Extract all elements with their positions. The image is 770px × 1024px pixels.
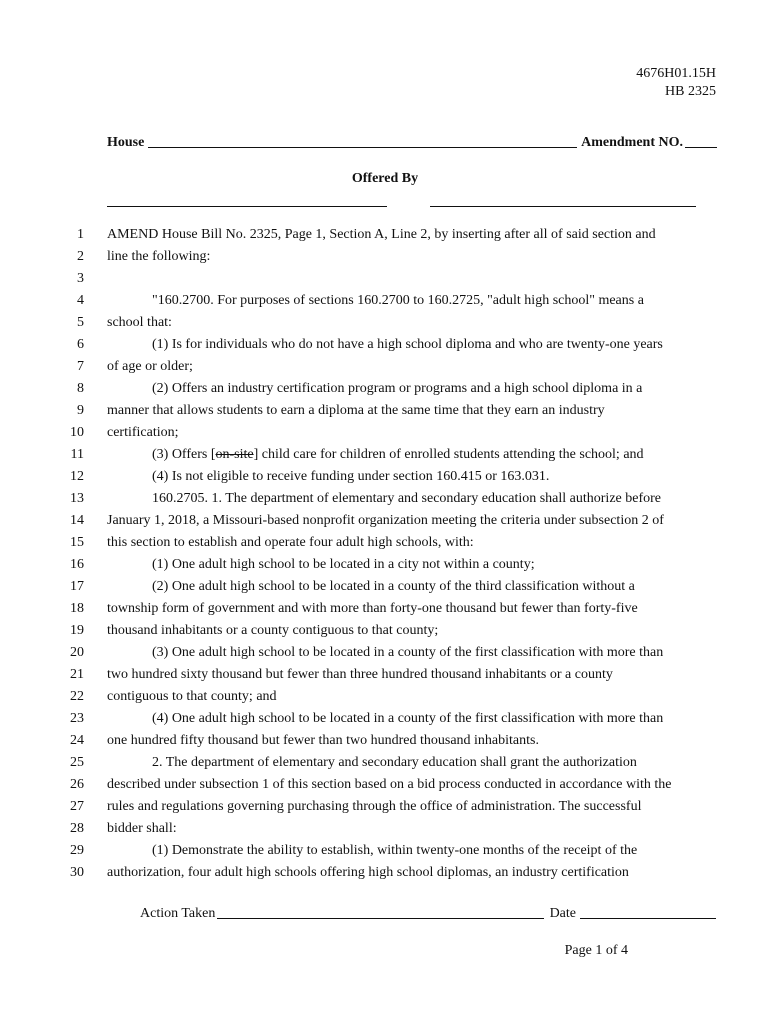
line-number: 23 <box>70 711 84 726</box>
date-blank <box>580 918 716 919</box>
line-number: 8 <box>77 381 84 396</box>
line-text: of age or older; <box>107 359 193 374</box>
line-text <box>152 444 644 466</box>
action-taken-label: Action Taken <box>140 906 216 921</box>
line-text: two hundred sixty thousand but fewer than three hundred thousand inhabitants or a county <box>107 667 613 682</box>
line-number: 26 <box>70 777 84 792</box>
line-number: 13 <box>70 491 84 506</box>
line-text: contiguous to that county; and <box>107 689 277 704</box>
document-line <box>0 334 770 356</box>
line-number: 1 <box>77 227 84 242</box>
line-text-segment: ] child care for children of enrolled students attending the school; and <box>253 447 644 462</box>
line-text: thousand inhabitants or a county contiguous to that county; <box>107 623 439 638</box>
line-text: 160.2705. 1. The department of elementary and secondary education shall authorize before <box>152 491 661 506</box>
amendment-number-blank <box>685 146 717 148</box>
document-line <box>0 312 770 334</box>
line-number: 19 <box>70 623 84 638</box>
document-line <box>0 554 770 576</box>
document-line <box>0 730 770 752</box>
offered-by-label: Offered By <box>351 171 419 186</box>
line-text: rules and regulations governing purchasing through the office of administration. The successful <box>107 799 642 814</box>
line-text: (2) One adult high school to be located in a county of the third classification without a <box>152 579 635 594</box>
document-line <box>0 664 770 686</box>
line-number: 7 <box>77 359 84 374</box>
document-line <box>0 488 770 510</box>
house-label: House <box>107 135 145 150</box>
line-number: 22 <box>70 689 84 704</box>
line-number: 28 <box>70 821 84 836</box>
line-text: 2. The department of elementary and secondary education shall grant the authorization <box>152 755 637 770</box>
line-text: bidder shall: <box>107 821 177 836</box>
date-label: Date <box>549 906 576 921</box>
document-line <box>0 356 770 378</box>
line-number: 17 <box>70 579 84 594</box>
line-number: 20 <box>70 645 84 660</box>
line-number: 9 <box>77 403 84 418</box>
line-number: 5 <box>77 315 84 330</box>
document-line <box>0 642 770 664</box>
line-text: line the following: <box>107 249 211 264</box>
document-line <box>0 268 770 290</box>
offered-by-line-right <box>430 205 696 207</box>
document-line <box>0 378 770 400</box>
line-text: manner that allows students to earn a diploma at the same time that they earn an industry <box>107 403 605 418</box>
line-text: one hundred fifty thousand but fewer than two hundred thousand inhabitants. <box>107 733 539 748</box>
line-number: 24 <box>70 733 84 748</box>
page-number: Page 1 of 4 <box>564 943 628 958</box>
line-text-segment: (3) Offers [ <box>152 447 216 462</box>
line-text: certification; <box>107 425 179 440</box>
line-number: 21 <box>70 667 84 682</box>
document-line <box>0 708 770 730</box>
line-number: 29 <box>70 843 84 858</box>
document-line <box>0 686 770 708</box>
line-text: this section to establish and operate four adult high schools, with: <box>107 535 474 550</box>
line-number: 6 <box>77 337 84 352</box>
line-text: township form of government and with more than forty-one thousand but fewer than forty-five <box>107 601 638 616</box>
document-line <box>0 224 770 246</box>
line-number: 11 <box>70 447 84 462</box>
line-text: (1) Demonstrate the ability to establish, within twenty-one months of the receipt of the <box>152 843 638 858</box>
amendment-number-label: Amendment NO. <box>581 135 683 150</box>
document-line <box>0 466 770 488</box>
line-number: 15 <box>70 535 84 550</box>
house-blank-line <box>148 146 577 148</box>
document-line <box>0 444 770 466</box>
offered-by-line-left <box>107 205 387 207</box>
line-text: (1) One adult high school to be located in a city not within a county; <box>152 557 535 572</box>
line-number: 25 <box>70 755 84 770</box>
line-text: described under subsection 1 of this section based on a bid process conducted in accordance with the <box>107 777 672 792</box>
line-number: 30 <box>70 865 84 880</box>
action-taken-blank <box>217 918 543 919</box>
bill-number: HB 2325 <box>665 84 716 99</box>
line-text: (2) Offers an industry certification program or programs and a high school diploma in a <box>152 381 643 396</box>
line-text: "160.2700. For purposes of sections 160.2700 to 160.2725, "adult high school" means a <box>152 293 644 308</box>
document-id: 4676H01.15H <box>636 66 716 81</box>
document-line <box>0 796 770 818</box>
line-text: AMEND House Bill No. 2325, Page 1, Section A, Line 2, by inserting after all of said section and <box>107 227 656 242</box>
struck-text: on-site <box>215 447 254 462</box>
document-line <box>0 620 770 642</box>
line-number: 4 <box>77 293 84 308</box>
document-line <box>0 598 770 620</box>
line-text: (4) One adult high school to be located in a county of the first classification with more than <box>152 711 664 726</box>
line-text: authorization, four adult high schools offering high school diplomas, an industry certification <box>107 865 629 880</box>
line-number: 12 <box>70 469 84 484</box>
line-number: 3 <box>77 271 84 286</box>
line-number: 27 <box>70 799 84 814</box>
line-text: (3) One adult high school to be located in a county of the first classification with more than <box>152 645 664 660</box>
action-taken-row <box>140 906 716 922</box>
line-text: school that: <box>107 315 172 330</box>
line-number: 10 <box>70 425 84 440</box>
document-line <box>0 532 770 554</box>
amendment-header-row <box>107 135 717 151</box>
document-line <box>0 862 770 884</box>
document-line <box>0 840 770 862</box>
document-line <box>0 576 770 598</box>
line-number: 14 <box>70 513 84 528</box>
line-number: 16 <box>70 557 84 572</box>
document-line <box>0 246 770 268</box>
line-text: January 1, 2018, a Missouri-based nonprofit organization meeting the criteria under subsection 2 of <box>107 513 664 528</box>
document-line <box>0 510 770 532</box>
line-text: (1) Is for individuals who do not have a high school diploma and who are twenty-one years <box>152 337 663 352</box>
document-line <box>0 290 770 312</box>
document-line <box>0 422 770 444</box>
document-line <box>0 774 770 796</box>
line-text: (4) Is not eligible to receive funding under section 160.415 or 163.031. <box>152 469 550 484</box>
line-number: 2 <box>77 249 84 264</box>
line-number: 18 <box>70 601 84 616</box>
document-line <box>0 818 770 840</box>
document-line <box>0 752 770 774</box>
document-line <box>0 400 770 422</box>
